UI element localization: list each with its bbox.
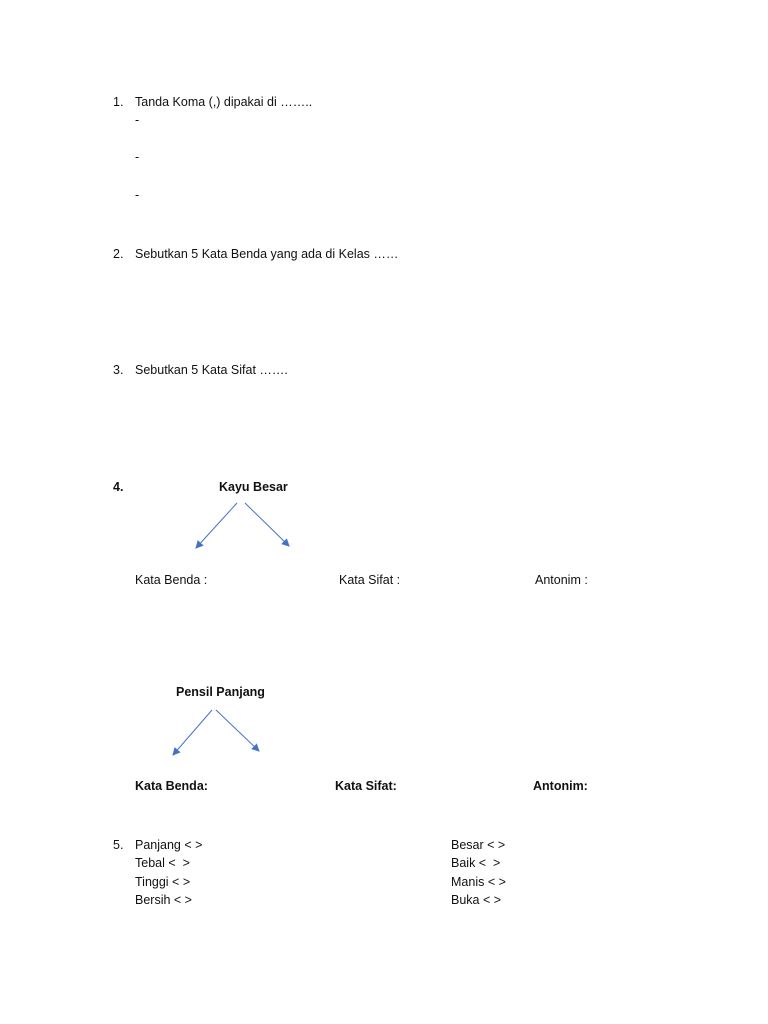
q5-left-item: Panjang < > [135, 838, 203, 852]
q5-left-item: Tebal < > [135, 856, 190, 870]
diagram1-title: Kayu Besar [219, 480, 288, 494]
diagram2-label-kata-sifat: Kata Sifat: [335, 779, 397, 793]
q3-number: 3. [113, 363, 124, 377]
q1-dash-3: - [135, 188, 140, 202]
diagram1-arrow-left [196, 503, 237, 548]
q5-left-item: Bersih < > [135, 893, 192, 907]
q4-number: 4. [113, 480, 124, 494]
diagram1-label-antonim: Antonim : [535, 573, 588, 587]
diagram2-arrow-left [173, 710, 212, 755]
q5-right-item: Buka < > [451, 893, 502, 907]
q5-left-item: Tinggi < > [135, 875, 191, 889]
q5-right-item: Manis < > [451, 875, 506, 889]
diagram2-label-antonim: Antonim: [533, 779, 588, 793]
diagram2-label-kata-benda: Kata Benda: [135, 779, 208, 793]
diagram1-arrow-right [245, 503, 289, 546]
diagram1-label-kata-sifat: Kata Sifat : [339, 573, 401, 587]
q5-right-item: Besar < > [451, 838, 506, 852]
diagram2-title: Pensil Panjang [176, 685, 265, 699]
q2-text: Sebutkan 5 Kata Benda yang ada di Kelas …… [135, 247, 399, 261]
q1-text: Tanda Koma (,) dipakai di …….. [135, 95, 313, 109]
diagram2-arrow-right [216, 710, 259, 751]
q5-right-item: Baik < > [451, 856, 501, 870]
q1-number: 1. [113, 95, 124, 109]
q2-number: 2. [113, 247, 124, 261]
diagram1-label-kata-benda: Kata Benda : [135, 573, 208, 587]
q5-number: 5. [113, 838, 124, 852]
q3-text: Sebutkan 5 Kata Sifat ……. [135, 363, 288, 377]
q1-dash-2: - [135, 150, 140, 164]
q1-dash-1: - [135, 113, 140, 127]
